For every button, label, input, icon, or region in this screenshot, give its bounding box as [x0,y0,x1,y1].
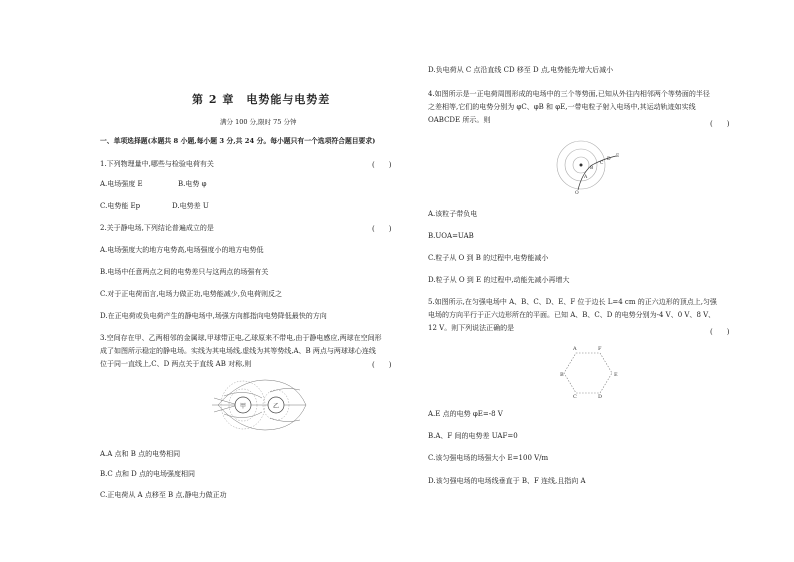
q3-option-b: B.C 点和 D 点的电场强度相同 [100,470,196,478]
q2-answer-paren: ( ) [372,225,392,233]
q3-option-c: C.正电荷从 A 点移至 B 点,静电力做正功 [100,491,227,499]
q1-option-a: A.电场强度 E [100,180,143,188]
q2-option-c: C.对于正电荷而言,电场力做正功,电势能减少,负电荷则反之 [100,290,283,298]
q5-option-a: A.E 点的电势 φE=-8 V [428,410,503,418]
page-subtitle: 满分 100 分,限时 75 分钟 [220,118,297,126]
hexagon-figure [560,343,620,399]
svg-text:A: A [584,175,588,180]
svg-text:C: C [600,161,604,166]
hex-label-f: F [598,346,602,352]
hex-label-b: B [560,372,564,378]
q5-stem-line2: 电场的方向平行于正六边形所在的平面。已知 A、B、C、D 的电势分别为-4 V、0 V、8 V、 [428,311,716,319]
q1-option-d: D.电势差 U [172,202,209,210]
q4-option-d: D.粒子从 O 到 E 的过程中,动能先减小再增大 [428,276,570,284]
hex-label-d: D [598,394,603,399]
equipotential-figure [548,138,624,198]
q3-stem-line1: 3.空间存在甲、乙两相邻的金属球,甲球带正电,乙球原来不带电,由于静电感应,两球在空间形 [100,334,382,342]
svg-text:E: E [616,154,620,159]
q2-option-a: A.电场强度大的地方电势高,电场强度小的地方电势低 [100,246,264,254]
q4-option-a: A.该粒子带负电 [428,210,478,218]
q5-stem-line1: 5.如图所示,在匀强电场中 A、B、C、D、E、F 位于边长 L=4 cm 的正六边形的顶点上,匀强 [428,298,717,306]
section-heading: 一、单项选择题(本题共 8 小题,每小题 3 分,共 24 分。每小题只有一个选项符合题目要求) [100,137,376,145]
q1-option-c: C.电势能 Ep [100,202,141,210]
svg-text:O: O [575,191,579,196]
q2-stem: 2.关于静电场,下列结论普遍成立的是 [100,224,214,232]
q4-answer-paren: ( ) [710,120,730,128]
q5-answer-paren: ( ) [710,328,730,336]
hex-label-c: C [573,394,577,399]
q4-option-b: B.UOA=UAB [428,232,474,240]
q3-answer-paren: ( ) [372,361,392,369]
q1-stem: 1.下列物理量中,哪些与检验电荷有关 [100,160,214,168]
q5-stem-line3: 12 V。则下列说法正确的是 [428,324,515,332]
fig-label-jia: 甲 [240,403,247,410]
q2-option-d: D.在正电荷或负电荷产生的静电场中,场强方向都指向电势降低最快的方向 [100,312,327,320]
q3-option-a: A.A 点和 B 点的电势相同 [100,450,181,458]
q3-stem-line3: 位于同一直线上,C、D 两点关于直线 AB 对称,则 [100,360,252,368]
q1-answer-paren: ( ) [372,161,392,169]
q4-stem-line2: 之差相等,它们的电势分别为 φC、φB 和 φE,一带电粒子射入电场中,其运动轨迹如实线 [428,103,696,111]
q5-option-c: C.该匀强电场的场强大小 E=100 V/m [428,454,549,462]
q2-option-b: B.电场中任意两点之间的电势差只与这两点的场强有关 [100,268,269,276]
hex-label-e: E [614,372,618,378]
fig-label-yi: 乙 [273,403,280,410]
q1-option-b: B.电势 φ [178,180,207,188]
q5-option-d: D.该匀强电场的电场线垂直于 B、F 连线,且指向 A [428,477,586,485]
svg-text:B: B [590,166,594,171]
q3-stem-line2: 成了如图所示稳定的静电场。实线为其电场线,虚线为其等势线,A、B 两点与两球球心连线 [100,347,376,355]
electric-field-figure [210,376,310,434]
q5-option-b: B.A、F 间的电势差 UAF=0 [428,432,518,440]
q4-stem-line1: 4.如图所示是一正电荷周围形成的电场中的三个等势面,已知从外往内相邻两个等势面的半径 [428,90,710,98]
q4-option-c: C.粒子从 O 到 B 的过程中,电势能减小 [428,254,549,262]
hex-label-a: A [573,346,577,352]
svg-text:D: D [607,157,611,162]
page-title: 第 2 章 电势能与电势差 [192,93,331,106]
q3-option-d: D.负电荷从 C 点沿直线 CD 移至 D 点,电势能先增大后减小 [428,66,614,74]
q4-stem-line3: OABCDE 所示。则 [428,116,491,124]
